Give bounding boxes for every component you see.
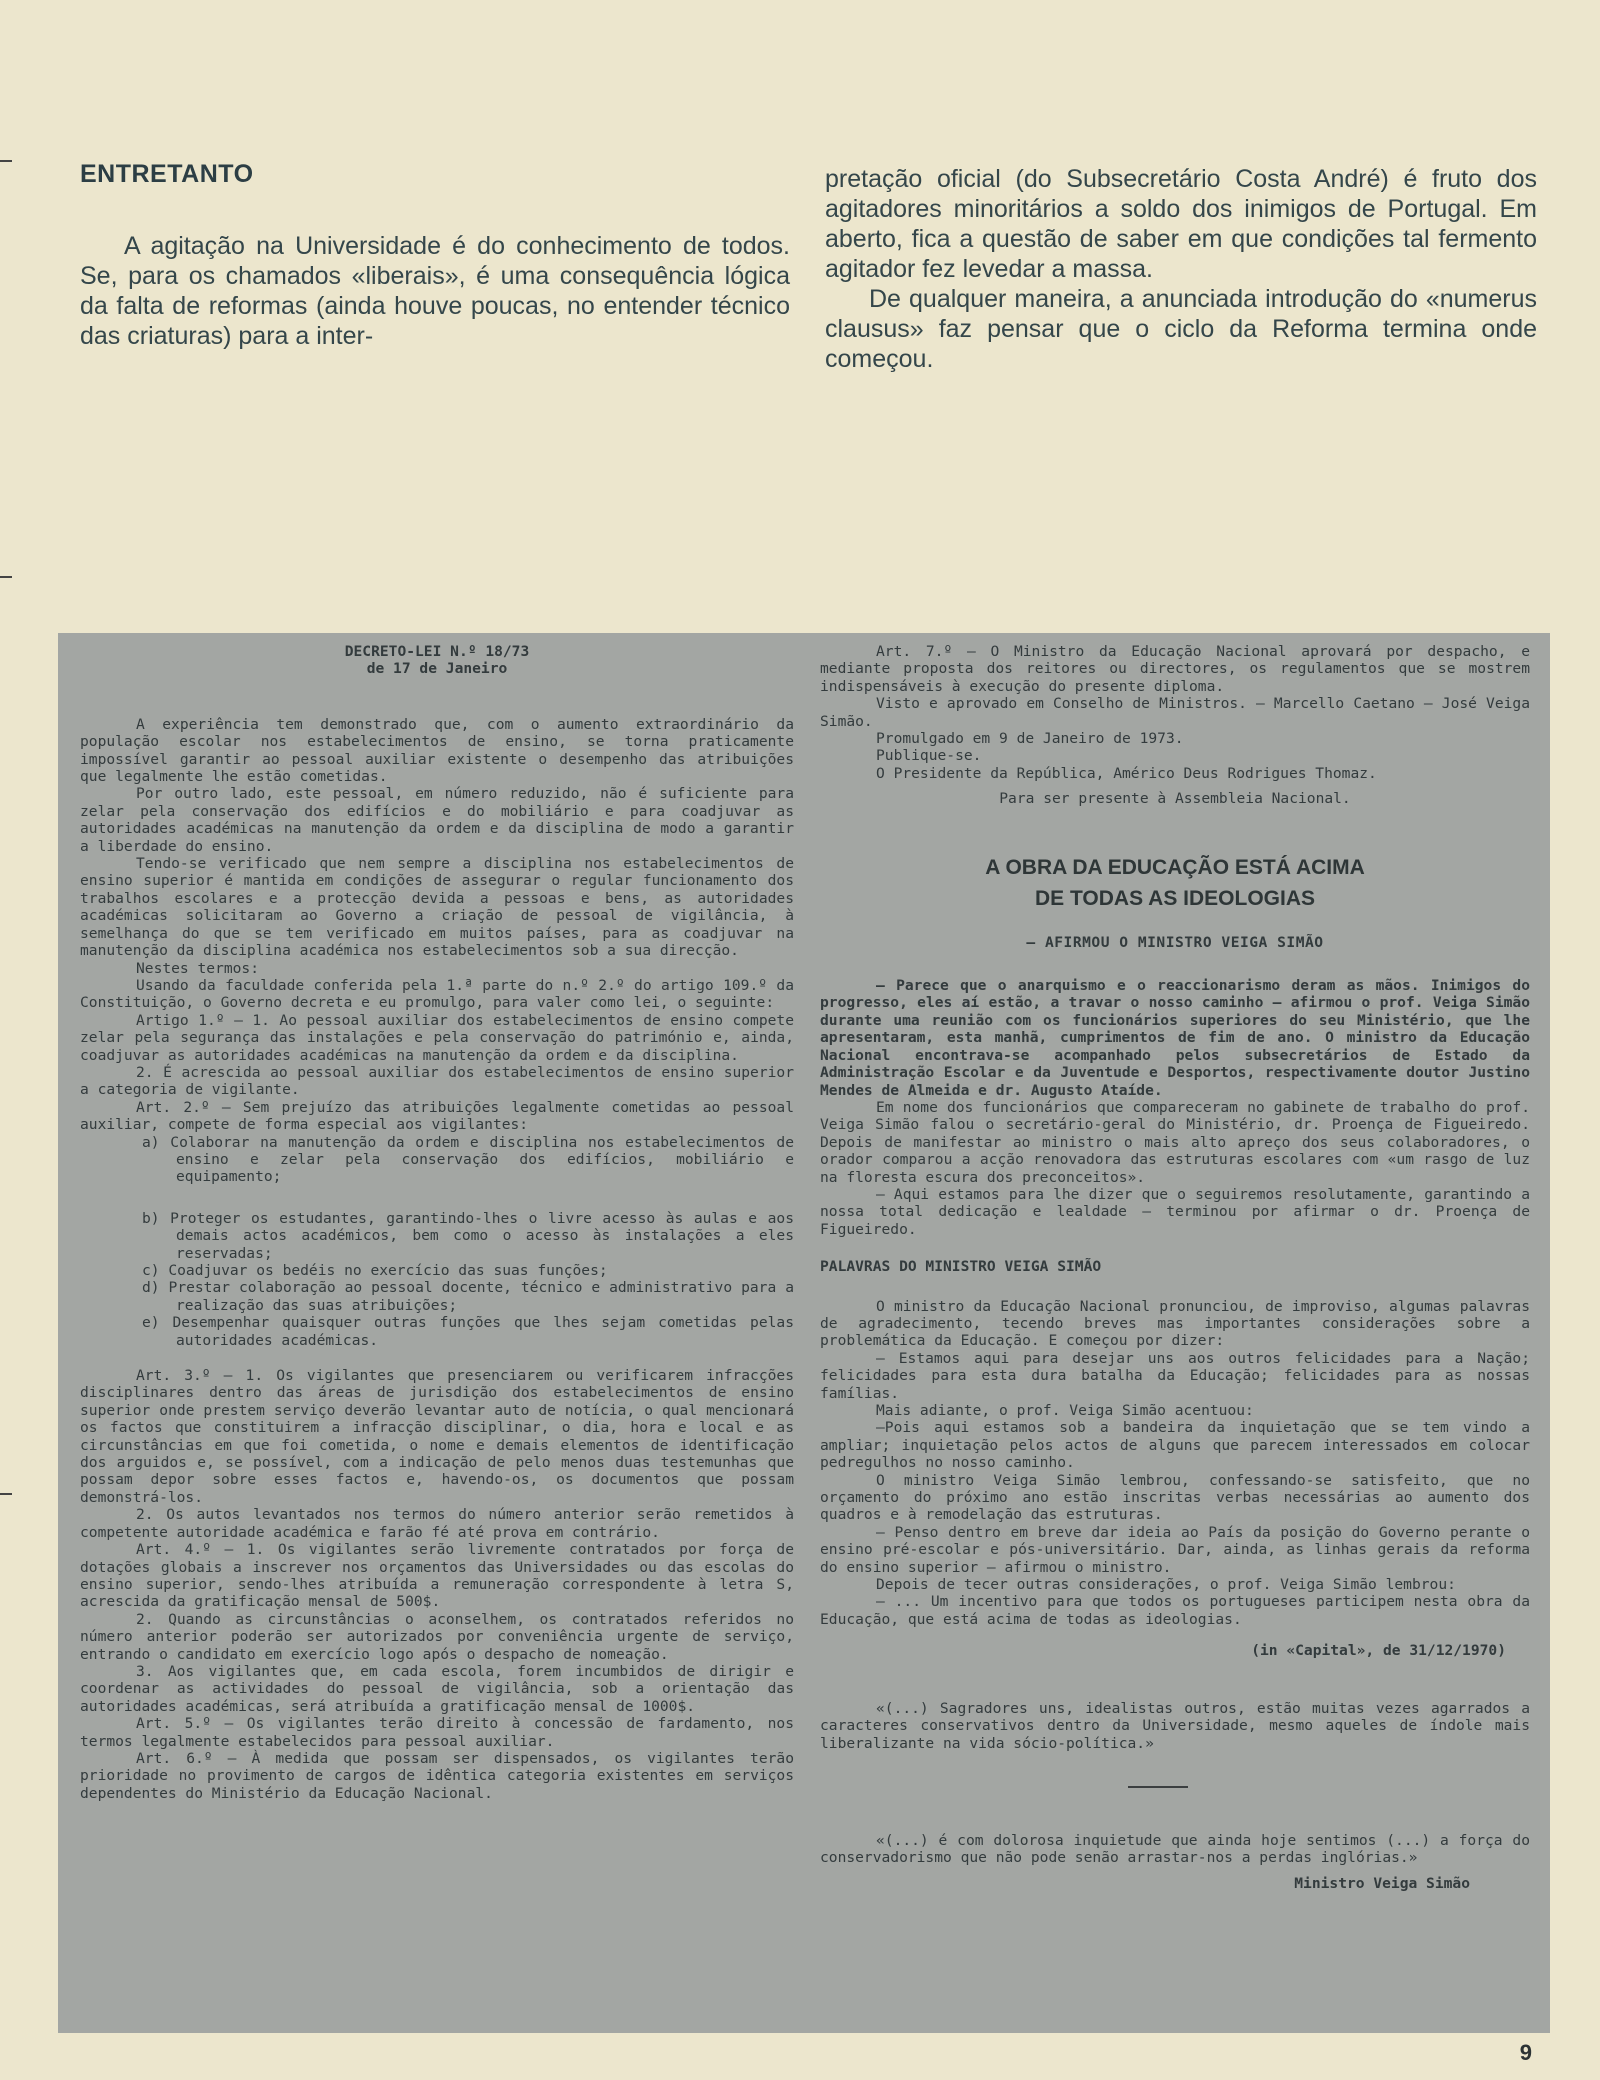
article-paragraph: — Estamos aqui para desejar uns aos outros felicidades para a Nação; felicidades para esta dura batalha da Educação; felicidades para as nossas famílias.: [820, 1349, 1530, 1402]
margin-mark: [0, 576, 12, 578]
decree-article: Art. 6.º — À medida que possam ser dispensados, os vigilantes terão prioridade no provimento de cargos de idêntica categoria existentes em serviços dependentes do Ministério da Educação Nacional.: [80, 1749, 794, 1802]
decree-list-item: a) Colaborar na manutenção da ordem e disciplina nos estabelecimentos de ensino e zelar pela conservação dos edifícios, mobiliário e equipamento;: [142, 1133, 794, 1186]
decree-article: Artigo 1.º — 1. Ao pessoal auxiliar dos estabelecimentos de ensino compete zelar pela segurança das instalações e pela conservação do património e, ainda, coadjuvar as autoridades académicas na manutenção da ordem e da disciplina.: [80, 1011, 794, 1064]
decree-paragraph: Usando da faculdade conferida pela 1.ª parte do n.º 2.º do artigo 109.º da Constituição, o Governo decreta e eu promulgo, para valer como lei, o seguinte:: [80, 976, 794, 1012]
decree-article: Art. 2.º — Sem prejuízo das atribuições legalmente cometidas ao pessoal auxiliar, compete de forma especial aos vigilantes:: [80, 1098, 794, 1134]
quote: «(...) é com dolorosa inquietude que ainda hoje sentimos (...) a força do conservadorismo que não pode senão arrastar-nos a perdas inglórias.»: [820, 1831, 1530, 1867]
article-paragraph: Mais adiante, o prof. Veiga Simão acentuou:: [876, 1402, 1254, 1419]
decree-continuation-column: [820, 643, 1530, 1892]
entretanto-paragraph: De qualquer maneira, a anunciada introdução do «numerus clausus» faz pensar que o ciclo da Reforma termina onde começou.: [825, 285, 1537, 373]
entretanto-paragraph: A agitação na Universidade é do conhecimento de todos. Se, para os chamados «liberais», é uma consequência lógica da falta de reformas (ainda houve poucas, no entender técnico das criaturas) para a inter-: [80, 232, 790, 350]
entretanto-heading: ENTRETANTO: [80, 160, 254, 188]
article-headline: [820, 852, 1530, 914]
decree-article: 2. É acrescida ao pessoal auxiliar dos estabelecimentos de ensino superior a categoria de vigilante.: [80, 1063, 794, 1099]
decree-assembly-note: Para ser presente à Assembleia Nacional.: [999, 790, 1351, 808]
article-lead: — Parece que o anarquismo e o reaccionarismo deram as mãos. Inimigos do progresso, eles aí estão, a travar o nosso caminho — afirmou o prof. Veiga Simão durante uma reunião com os funcionários superiores do seu Ministério, que lhe apresentaram, esta manhã, cumprimentos de fim de ano. O ministro da Educação Nacional encontrava-se acompanhado pelos subsecretários de Estado da Administração Escolar e da Juventude e Desportos, respectivamente doutor Justino Mendes de Almeida e dr. Augusto Ataíde.: [820, 977, 1530, 1099]
decree-paragraph: Nestes termos:: [136, 959, 260, 977]
article-source: (in «Capital», de 31/12/1970): [1251, 1642, 1506, 1660]
decree-article: Art. 4.º — 1. Os vigilantes serão livremente contratados por força de dotações globais a inscrever nos orçamentos das Universidades ou das escolas do ensino superior, sendo-lhes atribuída a remuneração correspondente à letra S, acrescida da gratificação mensal de 500$.: [80, 1541, 794, 1611]
decree-box: [58, 633, 1550, 2033]
article-paragraph: Em nome dos funcionários que compareceram no gabinete de trabalho do prof. Veiga Simão falou o secretário-geral do Ministério, dr. Proença de Figueiredo. Depois de manifestar ao ministro o mais alto apreço dos seus colaboradores, o orador comparou a acção renovadora das estruturas escolares com «um rasgo de luz na floresta escura dos preconceitos».: [820, 1098, 1530, 1186]
decree-promulgation: Promulgado em 9 de Janeiro de 1973.: [876, 730, 1184, 748]
decree-column: [80, 643, 794, 1802]
article-paragraph: — Aqui estamos para lhe dizer que o seguiremos resolutamente, garantindo a nossa total dedicação e lealdade — terminou por afirmar o dr. Proença de Figueiredo.: [820, 1185, 1530, 1238]
decree-paragraph: Por outro lado, este pessoal, em número reduzido, não é suficiente para zelar pela conservação dos edifícios e do mobiliário e para coadjuvar as autoridades académicas na manutenção da ordem e da disciplina de modo a garantir a liberdade do ensino.: [80, 785, 794, 855]
decree-list-item: d) Prestar colaboração ao pessoal docente, técnico e administrativo para a realização das suas atribuições;: [142, 1279, 794, 1314]
entretanto-paragraph: pretação oficial (do Subsecretário Costa André) é fruto dos agitadores minoritários a soldo dos inimigos de Portugal. Em aberto, fica a questão de saber em que condições tal fermento agitador fez levedar a massa.: [825, 165, 1537, 283]
article-headline-line: DE TODAS AS IDEOLOGIAS: [1034, 886, 1316, 910]
decree-publication: Publique-se.: [876, 747, 982, 765]
decree-president: O Presidente da República, Américo Deus Rodrigues Thomaz.: [876, 764, 1377, 782]
article-paragraph: O ministro da Educação Nacional pronunciou, de improviso, algumas palavras de agradecimento, tecendo breves mas importantes considerações sobre a problemática da Educação. E começou por dizer:: [820, 1297, 1530, 1350]
entretanto-section: [80, 160, 1540, 380]
article-headline-line: A OBRA DA EDUCAÇÃO ESTÁ ACIMA: [985, 855, 1365, 879]
decree-title: DECRETO-LEI N.º 18/73: [344, 643, 530, 660]
quote: «(...) Sagradores uns, idealistas outros, estão muitas vezes agarrados a caracteres conservativos dentro da Universidade, mesmo aqueles de índole mais liberalizante na vida sócio-política.»: [820, 1699, 1530, 1752]
decree-list-item: b) Proteger os estudantes, garantindo-lhes o livre acesso às aulas e aos demais actos académicos, bem como o acesso às instalações a eles reservadas;: [142, 1209, 794, 1262]
article-paragraph: Depois de tecer outras considerações, o prof. Veiga Simão lembrou:: [876, 1576, 1456, 1594]
article-paragraph: — ... Um incentivo para que todos os portugueses participem nesta obra da Educação, que está acima de todas as ideologias.: [820, 1593, 1530, 1628]
decree-list-item: e) Desempenhar quaisquer outras funções que lhes sejam cometidas pelas autoridades académicas.: [142, 1314, 794, 1349]
article-section-heading: PALAVRAS DO MINISTRO VEIGA SIMÃO: [820, 1258, 1102, 1276]
decree-paragraph: A experiência tem demonstrado que, com o aumento extraordinário da população escolar nos estabelecimentos de ensino, se torna praticamente impossível garantir ao pessoal auxiliar existente o desempenho das atribuições que legalmente lhe estão cometidas.: [80, 715, 794, 786]
decree-list-item: c) Coadjuvar os bedéis no exercício das suas funções;: [142, 1262, 608, 1279]
decree-paragraph: Tendo-se verificado que nem sempre a disciplina nos estabelecimentos de ensino superior é mantida em condições de assegurar o regular funcionamento dos trabalhos escolares e a protecção devida a pessoas e bens, as autoridades académicas solicitaram ao Governo a criação de pessoal de vigilância, à semelhança do que se tem verificado em muitos países, para as coadjuvar na manutenção da disciplina académica nos estabelecimentos sob a sua direcção.: [80, 855, 794, 960]
article-paragraph: O ministro Veiga Simão lembrou, confessando-se satisfeito, que no orçamento do próximo ano estão inscritas verbas necessárias ao aumento dos quadros e à remodelação das estruturas.: [820, 1471, 1530, 1524]
decree-date: de 17 de Janeiro: [366, 660, 508, 678]
entretanto-right-column: [825, 164, 1537, 374]
decree-article: Art. 5.º — Os vigilantes terão direito à concessão de fardamento, nos termos legalmente estabelecidos para pessoal auxiliar.: [80, 1715, 794, 1750]
decree-article: 2. Quando as circunstâncias o aconselhem, os contratados referidos no número anterior poderão ser autorizados por conveniência urgente de serviço, entrando o candidato em exercício logo após o despacho de nomeação.: [80, 1610, 794, 1663]
decree-article: 2. Os autos levantados nos termos do número anterior serão remetidos à competente autoridade académica e farão fé até prova em contrário.: [80, 1506, 794, 1541]
page-number: 9: [1519, 2040, 1532, 2065]
margin-mark: [0, 160, 12, 162]
decree-article: Art. 7.º — O Ministro da Educação Nacional aprovará por despacho, e mediante proposta dos reitores ou directores, os regulamentos que se mostrem indispensáveis à execução do presente diploma.: [820, 643, 1530, 695]
article-paragraph: —Pois aqui estamos sob a bandeira da inquietação que se tem vindo a ampliar; inquietação pelos actos de alguns que parecem interessados em colocar pedregulhos no nosso caminho.: [820, 1419, 1530, 1472]
quote-signature: Ministro Veiga Simão: [1294, 1874, 1470, 1892]
article-paragraph: — Penso dentro em breve dar ideia ao País da posição do Governo perante o ensino pré-escolar e pós-universitário. Dar, ainda, as linhas gerais da reforma do ensino superior — afirmou o ministro.: [820, 1523, 1530, 1576]
decree-article: 3. Aos vigilantes que, em cada escola, forem incumbidos de dirigir e coordenar as actividades do pessoal de vigilância, sob a orientação das autoridades académicas, será atribuída a gratificação mensal de 1000$.: [80, 1662, 794, 1715]
entretanto-left-column: [80, 160, 790, 351]
divider: [1128, 1786, 1188, 1788]
article-subhead: — AFIRMOU O MINISTRO VEIGA SIMÃO: [1026, 933, 1324, 951]
decree-signatories: Visto e aprovado em Conselho de Ministros. — Marcello Caetano — José Veiga Simão.: [820, 695, 1530, 730]
margin-mark: [0, 1493, 12, 1495]
decree-article: Art. 3.º — 1. Os vigilantes que presenciarem ou verificarem infracções disciplinares dentro das áreas de jurisdição dos estabelecimentos de ensino superior onde prestem serviço deverão levantar auto de notícia, o qual mencionará os factos que constituirem a infracção disciplinar, o dia, hora e local e as circunstâncias em que foi cometida, o nome e demais elementos de identificação dos arguidos e, se possível, com a indicação de pelo menos duas testemunhas que possam depor sobre esses factos e, havendo-os, os documentos que possam demonstrá-los.: [80, 1367, 794, 1506]
